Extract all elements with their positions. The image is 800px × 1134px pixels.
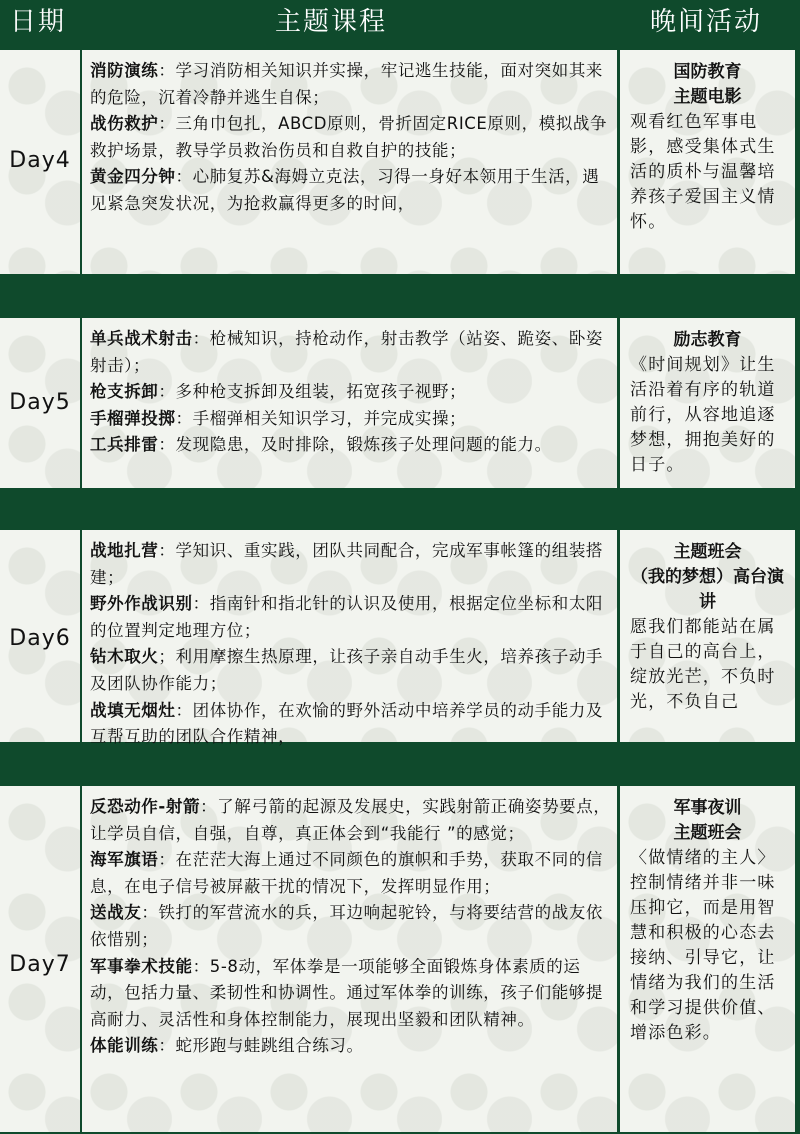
course-item [90, 379, 611, 406]
course-item [90, 1033, 611, 1060]
course-item-separator: ： [192, 329, 210, 348]
day-label: Day4 [9, 148, 71, 173]
course-item-text: 学习消防相关知识并实操，牢记逃生技能，面对突如其来的危险，沉着冷静并逃生自保； [90, 61, 604, 107]
course-item-title: 战填无烟灶 [90, 700, 176, 720]
evening-cell [620, 786, 795, 1132]
course-item-separator: ： [158, 850, 176, 870]
course-cell [82, 50, 617, 274]
course-item [90, 111, 611, 164]
course-item-separator: ； [158, 647, 176, 667]
course-item-title: 手榴弹投掷 [90, 408, 176, 428]
day-label: Day7 [9, 952, 71, 977]
course-item-separator: ： [175, 408, 193, 428]
course-item-text: 多种枪支拆卸及组装，拓宽孩子视野； [175, 382, 467, 402]
evening-title: 励志教育 [673, 330, 742, 350]
course-item-title: 钻木取火 [90, 647, 159, 667]
evening-title: 主题班会 （我的梦想）高台演讲 [631, 542, 784, 612]
course-item-title: 消防演练 [90, 61, 159, 80]
course-item-text: 三角巾包扎，ABCD原则，骨折固定RICE原则，模拟战争救护场景，教导学员救治伤员和自救自护的技能； [90, 114, 608, 160]
course-item-separator: ： [200, 797, 218, 816]
evening-body: 〈做情绪的主人〉控制情绪并非一味压抑它，而是用智慧和积极的心态去接纳、引导它，让情绪为我们的生活和学习提供价值、增添色彩。 [630, 848, 776, 1043]
course-item-text: 5-8动，军体拳是一项能够全面锻炼身体素质的运动，包括力量、柔韧性和协调性。通过军体拳的训练，孩子们能够提高耐力、灵活性和身体控制能力，展现出坚毅和团队精神。 [90, 956, 603, 1029]
table-header [0, 0, 800, 44]
evening-cell [620, 50, 795, 274]
day-label: Day5 [9, 390, 71, 415]
evening-body: 观看红色军事电影，感受集体式生活的质朴与温馨培养孩子爱国主义情怀。 [630, 112, 776, 232]
course-item [90, 644, 611, 697]
evening-title: 国防教育 主题电影 [673, 62, 742, 107]
course-item [90, 847, 611, 900]
course-item-text: 蛇形跑与蛙跳组合练习。 [175, 1036, 364, 1056]
course-item-separator: ： [175, 167, 193, 187]
course-item-title: 战伤救护 [90, 114, 159, 134]
evening-body: 《时间规划》让生活沿着有序的轨道前行，从容地追逐梦想，拥抱美好的日子。 [630, 355, 776, 475]
course-item-text: 在茫茫大海上通过不同颜色的旗帜和手势，获取不同的信息，在电子信号被屏蔽干扰的情况下，发挥明显作用； [90, 850, 604, 896]
course-cell [82, 530, 617, 747]
day-label: Day6 [9, 626, 71, 651]
course-cell [82, 318, 617, 488]
course-item-text: 发现隐患，及时排除，锻炼孩子处理问题的能力。 [175, 435, 552, 455]
course-item-text: 团体协作，在欢愉的野外活动中培养学员的动手能力及互帮互助的团队合作精神， [90, 700, 604, 747]
course-item-separator: ： [158, 382, 176, 402]
schedule-row [0, 318, 800, 488]
date-cell [0, 318, 80, 488]
course-item-text: 枪械知识，持枪动作，射击教学（站姿、跪姿、卧姿射击）； [90, 329, 604, 375]
course-item [90, 900, 611, 953]
course-item [90, 326, 611, 379]
course-item [90, 58, 611, 111]
course-item-separator: ： [175, 700, 193, 720]
header-evening: 晚间活动 [650, 7, 763, 37]
course-item-text: 铁打的军营流水的兵，耳边响起驼铃，与将要结营的战友依依惜别； [90, 903, 604, 949]
course-item-title: 送战友 [90, 903, 142, 923]
evening-title: 军事夜训 主题班会 [673, 798, 742, 843]
course-item [90, 406, 611, 433]
course-item [90, 954, 611, 1034]
date-cell [0, 530, 80, 742]
schedule-row [0, 786, 800, 1132]
course-item-text: 指南针和指北针的认识及使用，根据定位坐标和太阳的位置判定地理方位； [90, 594, 604, 640]
date-cell [0, 786, 80, 1132]
course-item [90, 698, 611, 751]
course-item-title: 反恐动作-射箭 [90, 797, 201, 816]
header-course: 主题课程 [275, 7, 388, 37]
course-item-separator: ： [192, 956, 210, 976]
course-item-separator: ： [158, 1036, 176, 1056]
course-item-title: 工兵排雷 [90, 435, 159, 455]
course-item-separator: ： [158, 541, 176, 560]
course-item [90, 538, 611, 591]
course-item-separator: ： [158, 61, 176, 80]
evening-body: 愿我们都能站在属于自己的高台上，绽放光芒，不负时光，不负自己 [630, 617, 776, 712]
course-cell [82, 786, 617, 1132]
course-item-title: 战地扎营 [90, 541, 159, 560]
course-item-text: 手榴弹相关知识学习，并完成实操； [192, 408, 467, 428]
course-item-separator: ： [192, 594, 210, 614]
evening-cell [620, 318, 795, 488]
course-item-title: 单兵战术射击 [90, 329, 193, 348]
course-item [90, 591, 611, 644]
course-item-text: 了解弓箭的起源及发展史，实践射箭正确姿势要点，让学员自信，自强，自尊，真正体会到“我能行 ”的感觉； [90, 797, 611, 843]
header-date: 日期 [10, 7, 67, 37]
course-item-title: 军事拳术技能 [90, 956, 193, 976]
date-cell [0, 50, 80, 274]
course-item-title: 黄金四分钟 [90, 167, 176, 187]
course-item-separator: ： [158, 114, 176, 134]
course-item-separator: ： [141, 903, 159, 923]
course-item-title: 野外作战识别 [90, 594, 193, 614]
course-item-title: 体能训练 [90, 1036, 159, 1056]
course-list [90, 58, 611, 218]
course-item [90, 794, 611, 847]
evening-cell [620, 530, 795, 742]
course-list [90, 794, 611, 1060]
schedule-row [0, 530, 800, 747]
course-item-text: 心肺复苏&海姆立克法，习得一身好本领用于生活，遇见紧急突发状况，为抢救赢得更多的时间， [90, 167, 600, 213]
course-item [90, 164, 611, 217]
course-list [90, 326, 611, 459]
schedule-row [0, 50, 800, 274]
course-item-title: 海军旗语 [90, 850, 159, 870]
course-item [90, 432, 611, 459]
course-item-text: 利用摩擦生热原理，让孩子亲自动手生火，培养孩子动手及团队协作能力； [90, 647, 604, 693]
course-item-separator: ： [158, 435, 176, 455]
course-item-title: 枪支拆卸 [90, 382, 159, 402]
course-item-text: 学知识、重实践，团队共同配合，完成军事帐篷的组装搭建； [90, 541, 604, 587]
course-list [90, 538, 611, 751]
